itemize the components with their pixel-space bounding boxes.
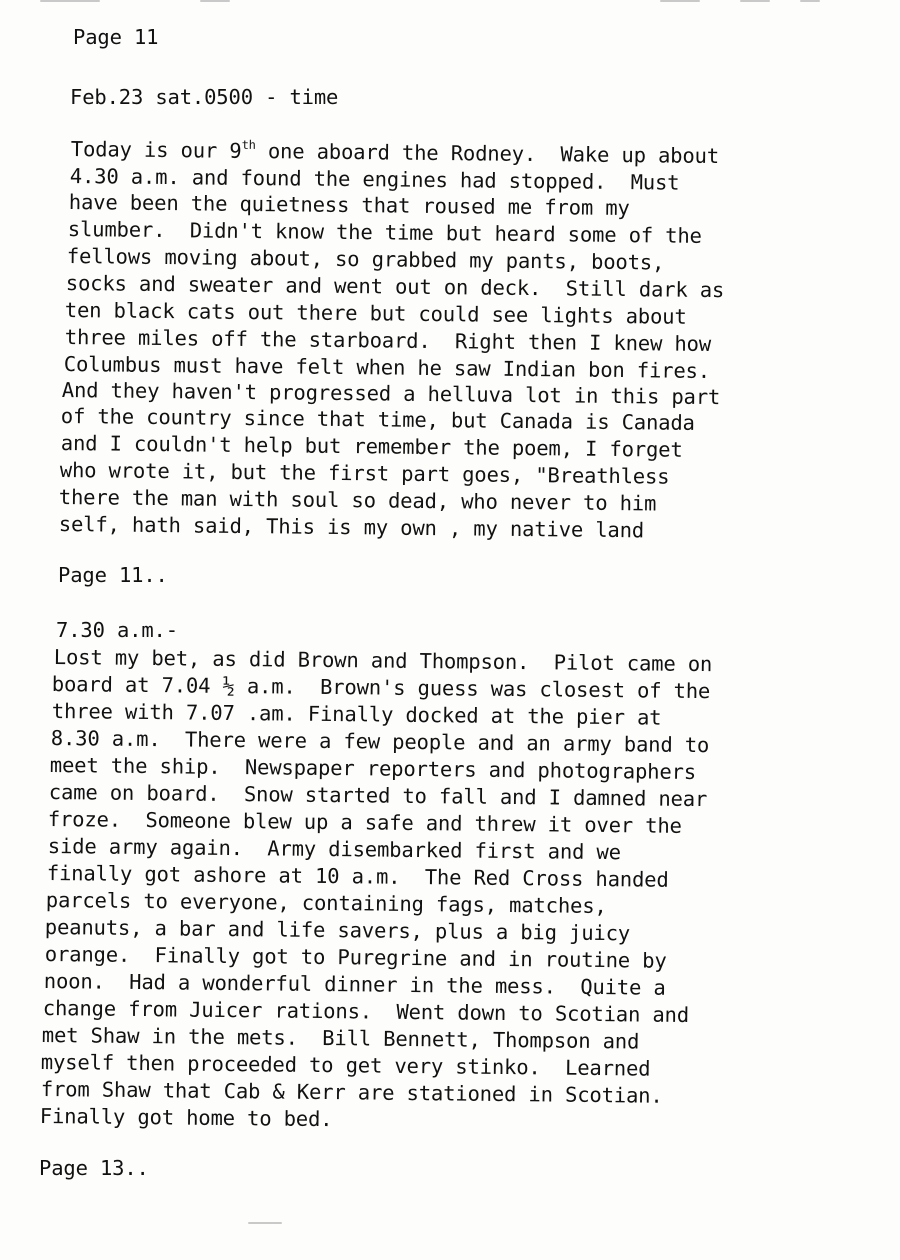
entry2-line: from Shaw that Cab & Kerr are stationed in Scotian. (40, 1077, 663, 1108)
entry2-line: Finally got home to bed. (39, 1104, 333, 1132)
page-header: Page 11 (73, 25, 159, 49)
entry1-line: Columbus must have felt when he saw Indian bon fires. (63, 351, 711, 383)
entry2-line: Lost my bet, as did Brown and Thompson. Pilot came on (53, 644, 713, 677)
entry2-line: noon. Had a wonderful dinner in the mess. Quite a (43, 968, 666, 1000)
entry2-line: parcels to everyone, containing fags, matches, (45, 887, 607, 919)
entry2-line: came on board. Snow started to fall and I damned near (48, 779, 708, 812)
entry2-line: myself then proceeded to get very stinko. Learned (40, 1050, 651, 1081)
entry1-line: three miles off the starboard. Right then I knew how (64, 324, 712, 356)
entry1-line: who wrote it, but the first part goes, "Breathless (59, 457, 670, 489)
page-marker: Page 11.. (58, 563, 168, 587)
entry2-line: meet the ship. Newspaper reporters and photographers (49, 752, 697, 784)
entry1-line-1-end: one aboard the Rodney. Wake up about (255, 139, 720, 169)
page-marker: Page 13.. (39, 1156, 149, 1180)
entry1-line: fellows moving about, so grabbed my pants, boots, (66, 243, 665, 275)
entry2-line: finally got ashore at 10 a.m. The Red Cross handed (46, 860, 669, 892)
entry2-line: change from Juicer rations. Went down to Scotian and (42, 995, 690, 1027)
entry2-time: 7.30 a.m.- (56, 618, 178, 642)
ordinal-superscript: th (241, 137, 256, 152)
entry2-line: board at 7.04 ½ a.m. Brown's guess was closest of the (51, 671, 711, 704)
entry2-line: peanuts, a bar and life savers, plus a big juicy (44, 914, 631, 946)
entry1-line: have been the quietness that roused me from my (68, 189, 630, 221)
entry1-line: socks and sweater and went out on deck. Still dark as (65, 270, 725, 303)
entry1-line: ten black cats out there but could see lights about (64, 297, 687, 329)
entry-title: Feb.23 sat.0500 - time (70, 85, 339, 109)
entry1-line-1-start: Today is our 9 (70, 136, 242, 163)
entry2-line: froze. Someone blew up a safe and threw it over the (47, 806, 682, 838)
entry1-line: self, hath said, This is my own , my native land (58, 511, 645, 543)
entry1-line: And they haven't progressed a helluva lot in this part (61, 377, 721, 410)
entry1-line: slumber. Didn't know the time but heard some of the (67, 216, 702, 248)
entry1-line: 4.30 a.m. and found the engines had stopped. Must (69, 163, 680, 195)
entry1-line: there the man with soul so dead, who never to him (58, 484, 657, 516)
entry2-line: three with 7.07 .am. Finally docked at the pier at (51, 698, 662, 730)
entry2-line: orange. Finally got to Puregrine and in routine by (44, 941, 667, 973)
entry2-line: 8.30 a.m. There were a few people and an army band to (50, 725, 710, 758)
entry1-line: of the country since that time, but Canada is Canada (60, 403, 695, 435)
entry2-line: side army again. Army disembarked first and we (47, 833, 621, 865)
entry2-line: met Shaw in the mets. Bill Bennett, Thompson and (41, 1022, 640, 1054)
entry1-line: and I couldn't help but remember the poem, I forget (60, 430, 683, 462)
